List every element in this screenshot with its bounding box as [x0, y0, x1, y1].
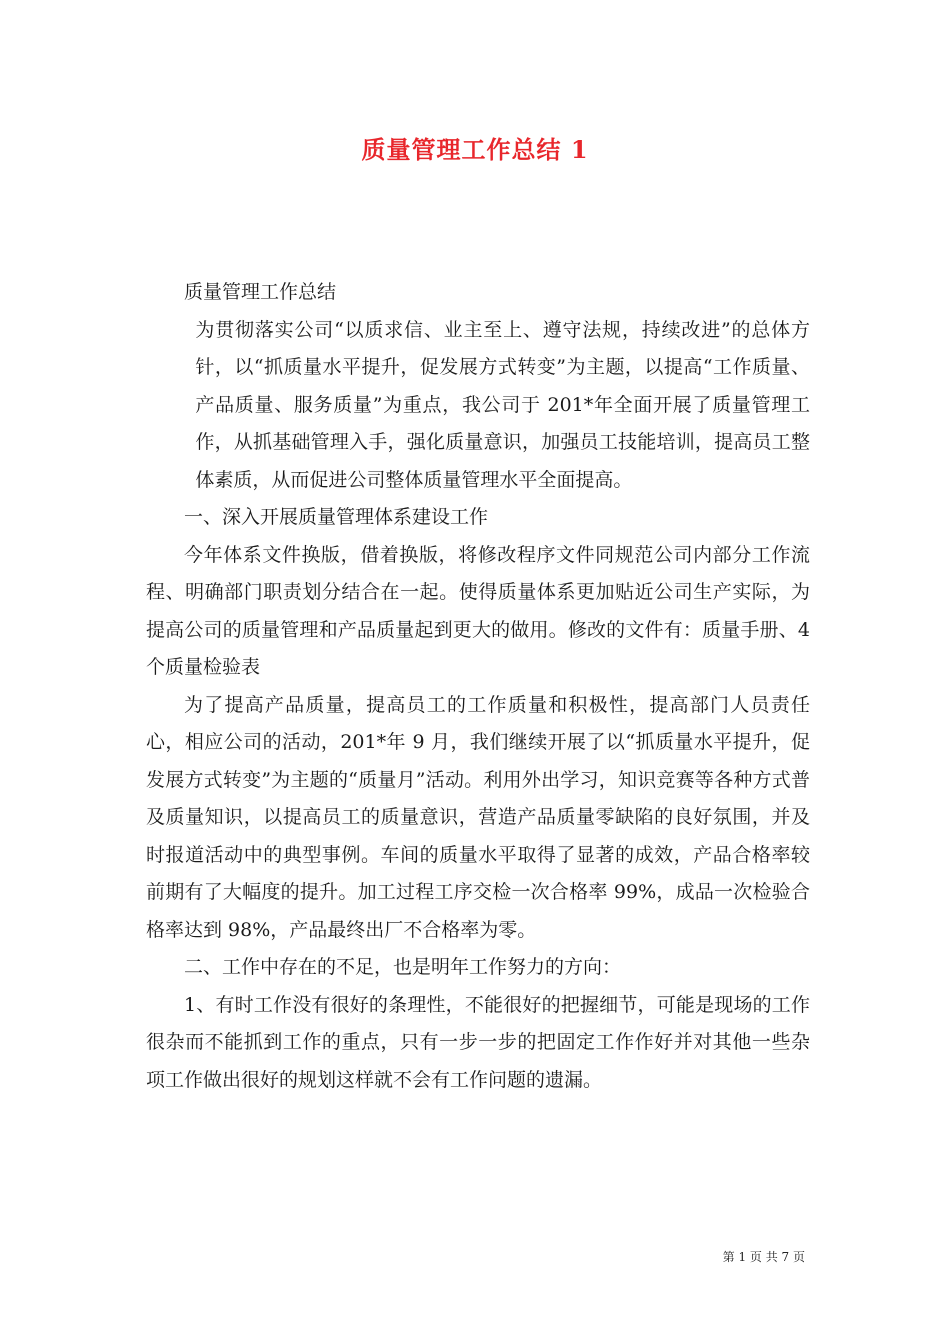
page-number: 第 1 页 共 7 页	[722, 1250, 805, 1264]
section-1-paragraph-2: 为了提高产品质量，提高员工的工作质量和积极性，提高部门人员责任心，相应公司的活动，201*年 9 月，我们继续开展了以“抓质量水平提升，促发展方式转变”为主题的“质量月”活动。利用外出学习，知识竞赛等各种方式普及质量知识，以提高员工的质量意识，营造产品质量零缺陷的良好氛围，并及时报道活动中的典型事例。车间的质量水平取得了显著的成效，产品合格率较前期有了大幅度的提升。加工过程工序交检一次合格率 99%，成品一次检验合格率达到 98%，产品最终出厂不合格率为零。	[146, 693, 810, 941]
section-1-paragraph-1: 今年体系文件换版，借着换版，将修改程序文件同规范公司内部分工作流程、明确部门职责划分结合在一起。使得质量体系更加贴近公司生产实际，为提高公司的质量管理和产品质量起到更大的做用。修改的文件有：质量手册、4 个质量检验表	[146, 543, 810, 678]
document-subtitle: 质量管理工作总结	[184, 281, 337, 303]
document-title: 质量管理工作总结 1	[361, 135, 589, 164]
section-2-item-1: 1、有时工作没有很好的条理性，不能很好的把握细节，可能是现场的工作很杂而不能抓到工作的重点，只有一步一步的把固定工作作好并对其他一些杂项工作做出很好的规划这样就不会有工作问题的遗漏。	[146, 993, 810, 1091]
intro-paragraph: 为贯彻落实公司“以质求信、业主至上、遵守法规，持续改进”的总体方针，以“抓质量水平提升，促发展方式转变”为主题，以提高“工作质量、产品质量、服务质量”为重点，我公司于 201*年全面开展了质量管理工作，从抓基础管理入手，强化质量意识，加强员工技能培训，提高员工整体素质，从而促进公司整体质量管理水平全面提高。	[195, 318, 810, 491]
section-heading-2: 二、工作中存在的不足，也是明年工作努力的方向：	[184, 956, 622, 978]
section-heading-1: 一、深入开展质量管理体系建设工作	[184, 506, 489, 528]
document-body	[146, 274, 810, 1099]
